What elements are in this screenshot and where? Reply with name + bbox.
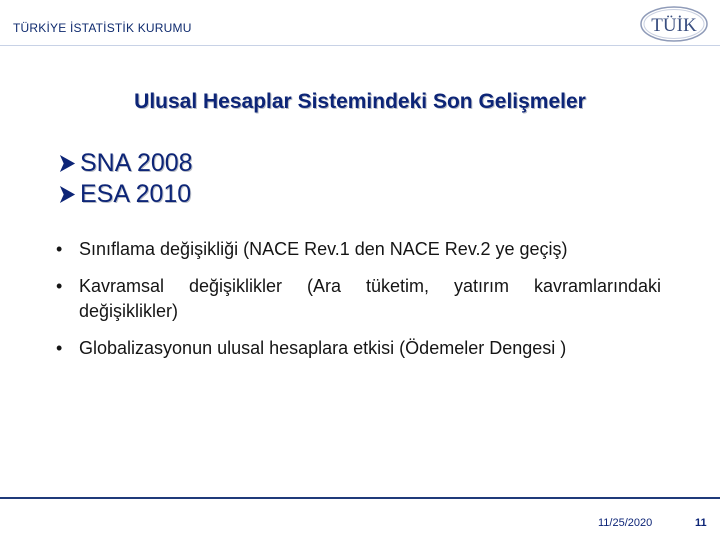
bullet-list — [56, 237, 661, 373]
arrow-item — [58, 148, 193, 179]
bullet-item — [56, 274, 661, 324]
footer-date: 11/25/2020 — [598, 517, 653, 529]
arrow-item-label: SNA 2008 — [80, 149, 193, 177]
slide-title: Ulusal Hesaplar Sistemindeki Son Gelişmeler — [134, 90, 586, 113]
bullet-dot-icon: • — [56, 239, 63, 259]
arrow-bullet-icon — [58, 154, 77, 173]
bullet-item — [56, 336, 661, 361]
arrow-list — [58, 148, 193, 210]
logo-text: TÜİK — [651, 15, 697, 36]
arrow-item-label: ESA 2010 — [80, 180, 192, 208]
tuik-logo — [639, 5, 709, 43]
bullet-text: Kavramsal değişiklikler (Ara tüketim, yatırım kavramlarındaki değişiklikler) — [79, 276, 661, 321]
bullet-text: Sınıflama değişikliği (NACE Rev.1 den NACE Rev.2 ye geçiş) — [79, 239, 568, 259]
bullet-dot-icon: • — [56, 276, 63, 296]
organization-name: TÜRKİYE İSTATİSTİK KURUMU — [13, 21, 192, 35]
arrow-bullet-icon — [58, 185, 77, 204]
footer-divider — [0, 497, 720, 499]
header-divider — [0, 45, 720, 46]
arrow-item — [58, 179, 193, 210]
bullet-item — [56, 237, 661, 262]
page-number: 11 — [695, 517, 707, 529]
bullet-dot-icon: • — [56, 338, 63, 358]
bullet-text: Globalizasyonun ulusal hesaplara etkisi (Ödemeler Dengesi ) — [79, 338, 567, 358]
